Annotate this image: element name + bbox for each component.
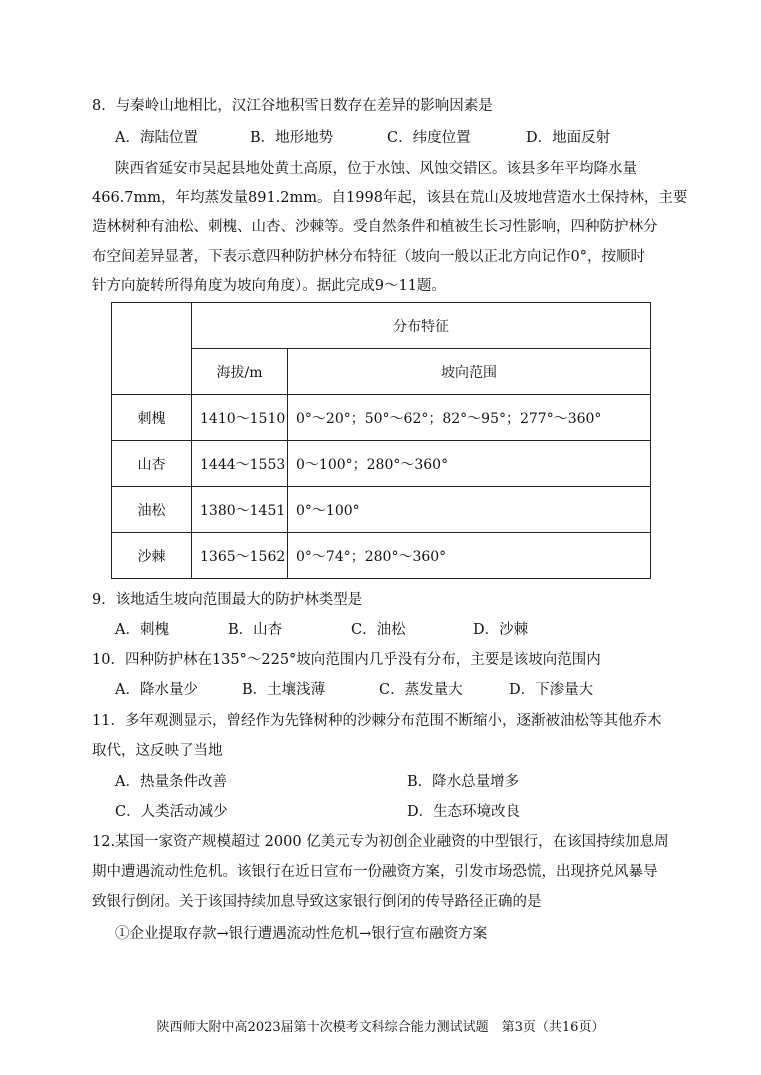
table-col-altitude: 海拔/m — [192, 349, 288, 395]
species-cell: 沙棘 — [112, 533, 192, 579]
aspect-cell: 0～100°；280°～360° — [288, 441, 651, 487]
distribution-table — [111, 302, 651, 579]
table-header-row — [112, 303, 651, 349]
table-col-aspect: 坡向范围 — [288, 349, 651, 395]
q9-option-a: A．刺槐 — [115, 622, 169, 638]
q12-stem-line-3: 致银行倒闭。关于该国持续加息导致这家银行倒闭的传导路径正确的是 — [92, 894, 542, 910]
table-corner-cell — [112, 303, 192, 395]
q12-item-1: ①企业提取存款→银行遭遇流动性危机→银行宣布融资方案 — [115, 926, 488, 942]
table-row — [112, 395, 651, 441]
q8-option-b: B．地形地势 — [250, 130, 334, 146]
q8-option-d: D．地面反射 — [526, 130, 611, 146]
altitude-cell: 1410～1510 — [192, 395, 288, 441]
aspect-cell: 0°～20°；50°～62°；82°～95°；277°～360° — [288, 395, 651, 441]
q8-stem: 8．与秦岭山地相比，汉江谷地积雪日数存在差异的影响因素是 — [92, 98, 493, 114]
q12-stem-line-1: 12.某国一家资产规模超过 2000 亿美元专为初创企业融资的中型银行，在该国持续加息周 — [92, 834, 669, 850]
q11-option-a: A．热量条件改善 — [115, 774, 227, 790]
passage-line-5: 针方向旋转所得角度为坡向角度）。据此完成9～11题。 — [92, 278, 446, 294]
q11-stem-line-1: 11．多年观测显示，曾经作为先锋树种的沙棘分布范围不断缩小，逐渐被油松等其他乔木 — [92, 713, 662, 729]
q9-option-b: B．山杏 — [228, 622, 283, 638]
q11-stem-line-2: 取代，这反映了当地 — [92, 743, 223, 759]
q8-option-a: A．海陆位置 — [115, 130, 198, 146]
q10-option-b: B．土壤浅薄 — [242, 682, 326, 698]
passage-line-1: 陕西省延安市吴起县地处黄土高原，位于水蚀、风蚀交错区。该县多年平均降水量 — [115, 161, 637, 177]
q10-option-d: D．下渗量大 — [509, 682, 594, 698]
species-cell: 油松 — [112, 487, 192, 533]
q11-option-c: C．人类活动减少 — [115, 804, 228, 820]
altitude-cell: 1380～1451 — [192, 487, 288, 533]
passage-line-2: 466.7mm，年均蒸发量891.2mm。自1998年起，该县在荒山及坡地营造水土保持林，主要 — [92, 190, 688, 206]
aspect-cell: 0°～74°；280°～360° — [288, 533, 651, 579]
aspect-cell: 0°～100° — [288, 487, 651, 533]
page-footer: 陕西师大附中高2023届第十次模考文科综合能力测试试题 第3页（共16页） — [156, 1020, 605, 1035]
passage-line-3: 造林树种有油松、刺槐、山杏、沙棘等。受自然条件和植被生长习性影响，四种防护林分 — [92, 219, 658, 235]
altitude-cell: 1365～1562 — [192, 533, 288, 579]
altitude-cell: 1444～1553 — [192, 441, 288, 487]
q10-option-c: C．蒸发量大 — [379, 682, 463, 698]
q9-option-c: C．油松 — [351, 622, 406, 638]
q11-option-b: B．降水总量增多 — [407, 774, 520, 790]
table-row — [112, 487, 651, 533]
species-cell: 山杏 — [112, 441, 192, 487]
passage-line-4: 布空间差异显著，下表示意四种防护林分布特征（坡向一般以正北方向记作0°，按顺时 — [92, 249, 645, 265]
table-row — [112, 441, 651, 487]
q12-stem-line-2: 期中遭遇流动性危机。该银行在近日宣布一份融资方案，引发市场恐慌，出现挤兑风暴导 — [92, 864, 658, 880]
table-group-header: 分布特征 — [192, 303, 651, 349]
q9-option-d: D．沙棘 — [473, 622, 529, 638]
species-cell: 刺槐 — [112, 395, 192, 441]
q11-option-d: D．生态环境改良 — [407, 804, 521, 820]
table-subheader-row — [112, 349, 651, 395]
q8-option-c: C．纬度位置 — [387, 130, 471, 146]
q10-option-a: A．降水量少 — [115, 682, 198, 698]
q10-stem: 10．四种防护林在135°～225°坡向范围内几乎没有分布，主要是该坡向范围内 — [92, 652, 601, 668]
table-row — [112, 533, 651, 579]
q9-stem: 9．该地适生坡向范围最大的防护林类型是 — [92, 592, 363, 608]
